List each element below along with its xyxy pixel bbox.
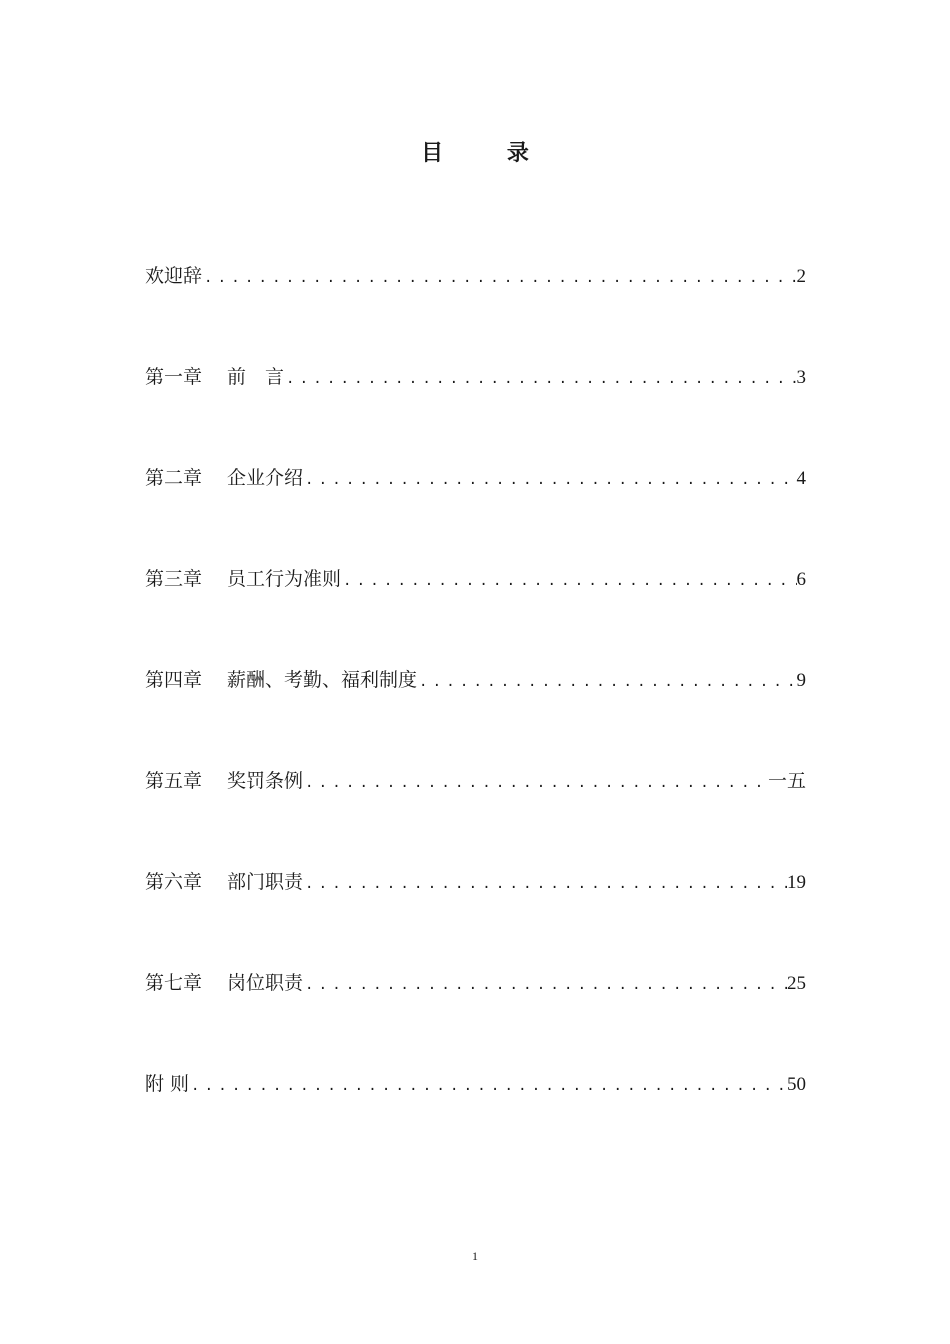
toc-dot-leader	[417, 664, 796, 700]
toc-entry-chapter-2[interactable]	[145, 460, 806, 561]
toc-entry-chapter: 第七章	[145, 972, 203, 994]
toc-entry-page: 25	[787, 973, 806, 994]
toc-dot-leader	[202, 260, 796, 296]
toc-entry-text: 薪酬、考勤、福利制度	[227, 669, 418, 691]
toc-entry-page: 9	[796, 670, 806, 691]
toc-entry-page: 一五	[767, 771, 806, 792]
toc-entry-text: 岗位职责	[227, 972, 304, 994]
toc-entry-text: 前 言	[227, 366, 285, 388]
toc-dot-leader	[189, 1068, 787, 1104]
toc-entry-appendix[interactable]	[145, 1066, 806, 1167]
toc-entry-chapter: 第一章	[145, 366, 203, 388]
toc-dot-leader	[303, 765, 768, 801]
toc-list	[145, 258, 806, 1167]
page-number: 1	[472, 1249, 478, 1263]
toc-entry-chapter-6[interactable]	[145, 864, 806, 965]
toc-entry-welcome[interactable]	[145, 258, 806, 359]
toc-dot-leader	[303, 866, 787, 902]
toc-entry-page: 50	[787, 1074, 806, 1095]
toc-entry-page: 19	[787, 872, 806, 893]
toc-entry-chapter: 第二章	[145, 467, 203, 489]
toc-entry-chapter: 第三章	[145, 568, 203, 590]
toc-dot-leader	[341, 563, 796, 599]
toc-entry-chapter-5[interactable]	[145, 763, 806, 864]
toc-entry-text: 附 则	[145, 1073, 190, 1095]
toc-entry-chapter-3[interactable]	[145, 561, 806, 662]
toc-dot-leader	[303, 967, 787, 1003]
toc-entry-text: 部门职责	[227, 871, 304, 893]
toc-entry-page: 2	[796, 266, 806, 287]
toc-entry-chapter-1[interactable]	[145, 359, 806, 460]
toc-entry-text: 欢迎辞	[145, 265, 203, 287]
toc-entry-text: 奖罚条例	[227, 770, 304, 792]
toc-entry-chapter: 第五章	[145, 770, 203, 792]
toc-entry-chapter-7[interactable]	[145, 965, 806, 1066]
toc-dot-leader	[284, 361, 796, 397]
toc-entry-page: 3	[796, 367, 806, 388]
toc-title: 目 录	[421, 141, 557, 166]
toc-entry-page: 6	[796, 569, 806, 590]
toc-entry-chapter: 第六章	[145, 871, 203, 893]
toc-entry-chapter-4[interactable]	[145, 662, 806, 763]
toc-entry-text: 员工行为准则	[227, 568, 342, 590]
toc-entry-page: 4	[796, 468, 806, 489]
toc-dot-leader	[303, 462, 796, 498]
toc-entry-chapter: 第四章	[145, 669, 203, 691]
toc-entry-text: 企业介绍	[227, 467, 304, 489]
